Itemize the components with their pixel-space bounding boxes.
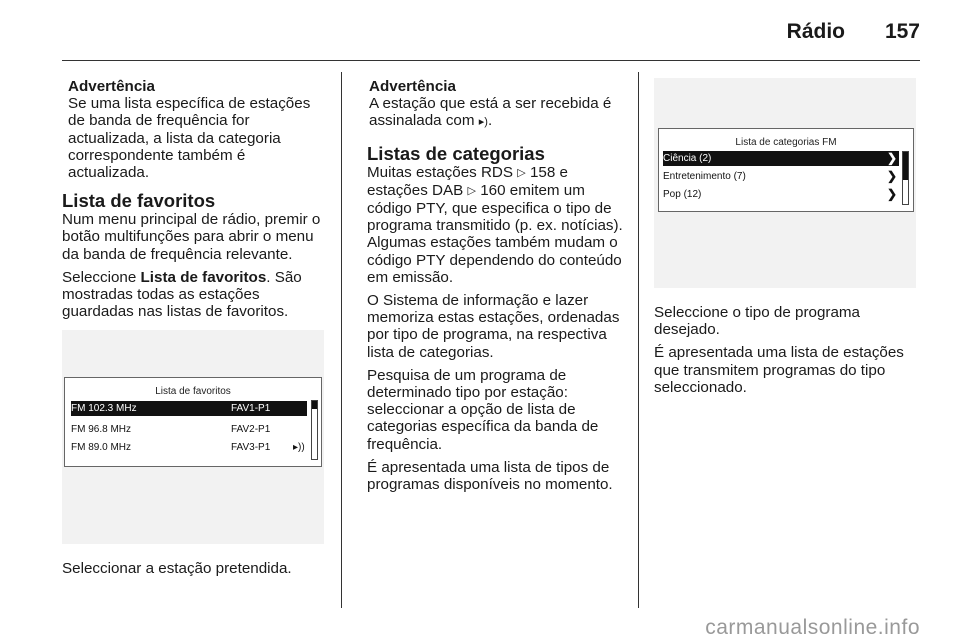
favorites-screen [64, 377, 322, 467]
page-header-title: Rádio [786, 20, 845, 43]
cross-reference-icon: ▷ [467, 184, 476, 197]
favorite-slot: FAV3-P1 [231, 442, 271, 454]
text: Muitas estações RDS [367, 163, 514, 181]
column-divider-1 [341, 72, 342, 608]
category-label: Ciência (2) [663, 153, 712, 164]
chevron-right-icon: ❯ [886, 169, 897, 183]
section-heading-favorites: Lista de favoritos [62, 190, 216, 212]
warning-note [68, 78, 330, 181]
scrollbar-thumb [903, 152, 908, 180]
favorite-slot: FAV1-P1 [231, 403, 271, 415]
paragraph [62, 269, 330, 321]
list-item [663, 187, 899, 202]
speaker-icon: ▸)) [293, 442, 305, 454]
warning-note [369, 78, 629, 132]
column-2 [367, 78, 629, 499]
frequency: FM 89.0 MHz [71, 442, 132, 454]
paragraph: Pesquisa de um programa de determinado tipo por estação: seleccionar a opção de lista de categorias específica da banda de frequência. [367, 366, 599, 453]
chevron-right-icon: ❯ [886, 187, 897, 201]
favorites-screenshot [62, 330, 324, 544]
screen-title: Lista de categorias FM [735, 137, 837, 148]
list-item [71, 422, 307, 437]
scrollbar [902, 151, 909, 205]
paragraph: Seleccione o tipo de programa desejado. [654, 304, 861, 339]
categories-screenshot [654, 78, 916, 288]
warning-title: Advertência [68, 78, 155, 95]
text: Seleccione [62, 268, 141, 286]
list-item [71, 401, 307, 416]
text: . São mostradas todas as estações guardadas nas listas de favoritos. [62, 268, 302, 321]
column-3 [654, 78, 924, 402]
text: . [487, 112, 493, 130]
categories-screen [658, 128, 914, 212]
category-label: Entretenimento (7) [663, 171, 746, 182]
paragraph: É apresentada uma lista de tipos de programas disponíveis no momento. [367, 458, 613, 494]
bold-term: Lista de favoritos [140, 268, 267, 286]
paragraph: É apresentada uma lista de estações que transmitem programas do tipo seleccionado. [654, 344, 904, 396]
chevron-right-icon: ❯ [886, 151, 897, 165]
paragraph [367, 164, 629, 286]
category-label: Pop (12) [663, 189, 702, 200]
watermark: carmanualsonline.info [705, 616, 920, 639]
section-heading-categories: Listas de categorias [367, 142, 545, 164]
caption: Seleccionar a estação pretendida. [62, 560, 292, 578]
scrollbar-thumb [312, 401, 317, 409]
speaker-icon: ▸) [478, 116, 488, 129]
warning-title: Advertência [369, 78, 456, 95]
column-divider-2 [638, 72, 639, 608]
list-item [663, 151, 899, 166]
header-rule [62, 60, 920, 61]
warning-text: A estação que está a ser recebida é assinalada com [369, 95, 612, 130]
text: 160 emitem um código PTY, que especifica o tipo de programa transmitido (p. ex. notícias). Algumas estações também mudam o código PTY dependendo do conteúdo em emissão. [367, 181, 623, 286]
column-1 [62, 78, 330, 584]
scrollbar [311, 400, 318, 460]
list-item [663, 169, 899, 184]
text: 158 e estações DAB [367, 163, 568, 199]
frequency: FM 96.8 MHz [71, 424, 132, 436]
paragraph: Num menu principal de rádio, premir o botão multifunções para abrir o menu da banda de frequência relevante. [62, 211, 321, 263]
favorite-slot: FAV2-P1 [231, 424, 271, 436]
cross-reference-icon: ▷ [517, 166, 526, 179]
page-number: 157 [884, 20, 920, 43]
screen-title: Lista de favoritos [155, 386, 231, 398]
frequency: FM 102.3 MHz [71, 403, 137, 415]
list-item [71, 440, 307, 455]
paragraph: O Sistema de informação e lazer memoriza estas estações, ordenadas por tipo de programa, na respectiva lista de categorias. [367, 292, 620, 361]
warning-text: Se uma lista específica de estações de banda de frequência for actualizada, a lista da categoria correspondente também é actualizada. [68, 95, 311, 182]
